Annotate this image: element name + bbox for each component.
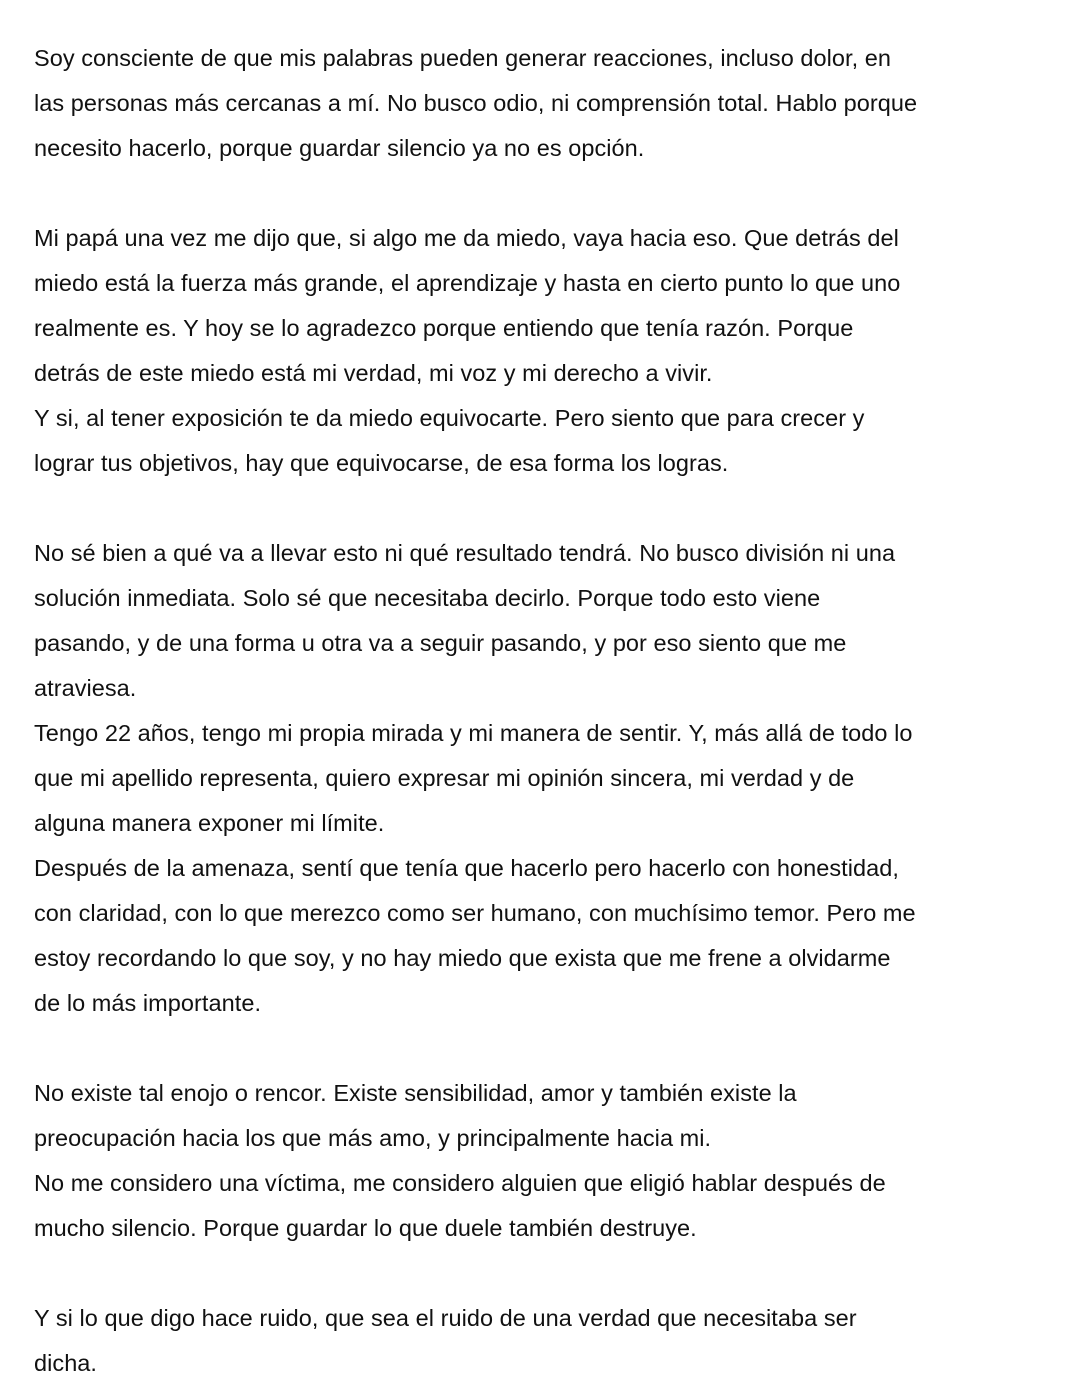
- text-line: No existe tal enojo o rencor. Existe sensibilidad, amor y también existe la: [34, 1080, 797, 1106]
- text-line: Mi papá una vez me dijo que, si algo me da miedo, vaya hacia eso. Que detrás del: [34, 225, 899, 251]
- text-line: con claridad, con lo que merezco como ser humano, con muchísimo temor. Pero me: [34, 900, 916, 926]
- text-line: No sé bien a qué va a llevar esto ni qué resultado tendrá. No busco división ni una: [34, 540, 896, 566]
- text-line: Y si lo que digo hace ruido, que sea el ruido de una verdad que necesitaba ser: [34, 1305, 857, 1331]
- text-line: que mi apellido representa, quiero expresar mi opinión sincera, mi verdad y de: [34, 765, 855, 791]
- text-line: detrás de este miedo está mi verdad, mi voz y mi derecho a vivir.: [34, 360, 713, 386]
- text-line: Después de la amenaza, sentí que tenía que hacerlo pero hacerlo con honestidad,: [34, 855, 899, 881]
- paragraph-gap: [34, 1026, 1054, 1071]
- text-line: mucho silencio. Porque guardar lo que duele también destruye.: [34, 1215, 697, 1241]
- text-line: de lo más importante.: [34, 990, 262, 1016]
- text-line: las personas más cercanas a mí. No busco odio, ni comprensión total. Hablo porque: [34, 90, 918, 116]
- text-line: solución inmediata. Solo sé que necesitaba decirlo. Porque todo esto viene: [34, 585, 821, 611]
- paragraph-gap: [34, 171, 1054, 216]
- text-line: atraviesa.: [34, 675, 137, 701]
- document-body: [34, 36, 1054, 1386]
- text-line: necesito hacerlo, porque guardar silencio ya no es opción.: [34, 135, 645, 161]
- text-line: realmente es. Y hoy se lo agradezco porque entiendo que tenía razón. Porque: [34, 315, 854, 341]
- text-line: pasando, y de una forma u otra va a seguir pasando, y por eso siento que me: [34, 630, 847, 656]
- text-line: estoy recordando lo que soy, y no hay miedo que exista que me frene a olvidarme: [34, 945, 891, 971]
- text-line: Tengo 22 años, tengo mi propia mirada y mi manera de sentir. Y, más allá de todo lo: [34, 720, 913, 746]
- paragraph-gap: [34, 1251, 1054, 1296]
- text-line: preocupación hacia los que más amo, y principalmente hacia mi.: [34, 1125, 712, 1151]
- text-line: miedo está la fuerza más grande, el aprendizaje y hasta en cierto punto lo que uno: [34, 270, 901, 296]
- text-line: Y si, al tener exposición te da miedo equivocarte. Pero siento que para crecer y: [34, 405, 865, 431]
- text-line: Soy consciente de que mis palabras pueden generar reacciones, incluso dolor, en: [34, 45, 892, 71]
- text-line: dicha.: [34, 1350, 98, 1376]
- text-line: alguna manera exponer mi límite.: [34, 810, 385, 836]
- paragraph-gap: [34, 486, 1054, 531]
- text-line: lograr tus objetivos, hay que equivocarse, de esa forma los logras.: [34, 450, 729, 476]
- text-line: No me considero una víctima, me considero alguien que eligió hablar después de: [34, 1170, 886, 1196]
